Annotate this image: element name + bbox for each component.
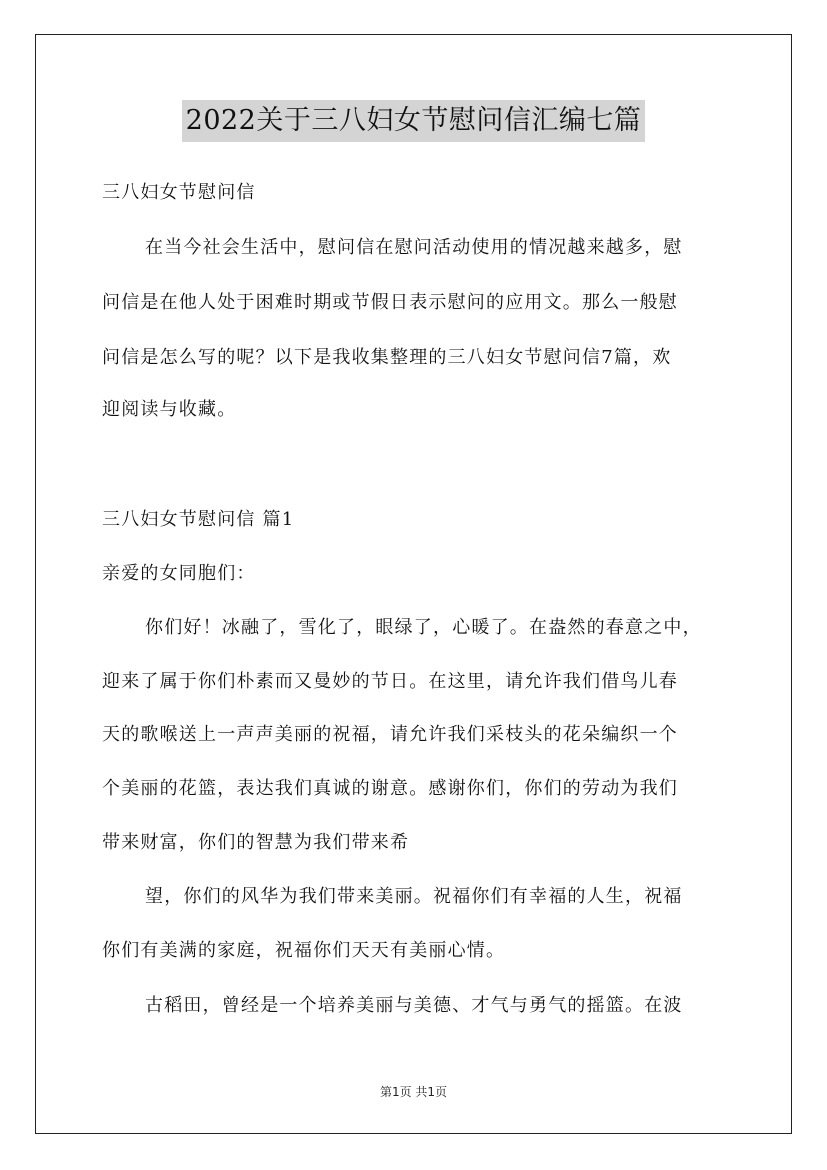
paragraph-line: 问信是在他人处于困难时期或节假日表示慰问的应用文。那么一般慰 bbox=[102, 292, 678, 313]
letter-heading: 三八妇女节慰问信 篇1 bbox=[102, 509, 295, 530]
page-footer: 第1页 共1页 bbox=[379, 1085, 448, 1099]
paragraph-line: 望，你们的风华为我们带来美丽。祝福你们有幸福的人生，祝福 bbox=[145, 886, 683, 907]
paragraph-line: 个美丽的花篮，表达我们真诚的谢意。感谢你们，你们的劳动为我们 bbox=[102, 778, 678, 799]
salutation: 亲爱的女同胞们： bbox=[102, 563, 256, 584]
paragraph-line: 你们好！冰融了，雪化了，眼绿了，心暖了。在盎然的春意之中， bbox=[145, 617, 702, 638]
paragraph-line: 迎阅读与收藏。 bbox=[102, 399, 237, 420]
paragraph-line: 在当今社会生活中，慰问信在慰问活动使用的情况越来越多，慰 bbox=[145, 237, 683, 258]
paragraph-line: 迎来了属于你们朴素而又曼妙的节日。在这里，请允许我们借鸟儿春 bbox=[102, 671, 678, 692]
document-title: 2022关于三八妇女节慰问信汇编七篇 bbox=[182, 100, 646, 142]
paragraph-line: 天的歌喉送上一声声美丽的祝福，请允许我们采枝头的花朵编织一个 bbox=[102, 724, 678, 745]
paragraph-line: 你们有美满的家庭，祝福你们天天有美丽心情。 bbox=[102, 940, 506, 961]
paragraph-line: 问信是怎么写的呢？以下是我收集整理的三八妇女节慰问信7篇，欢 bbox=[102, 347, 672, 368]
section-heading: 三八妇女节慰问信 bbox=[102, 182, 256, 203]
paragraph-line: 古稻田，曾经是一个培养美丽与美德、才气与勇气的摇篮。在波 bbox=[145, 995, 683, 1016]
paragraph-line: 带来财富，你们的智慧为我们带来希 bbox=[102, 832, 410, 853]
title-container bbox=[0, 100, 827, 142]
